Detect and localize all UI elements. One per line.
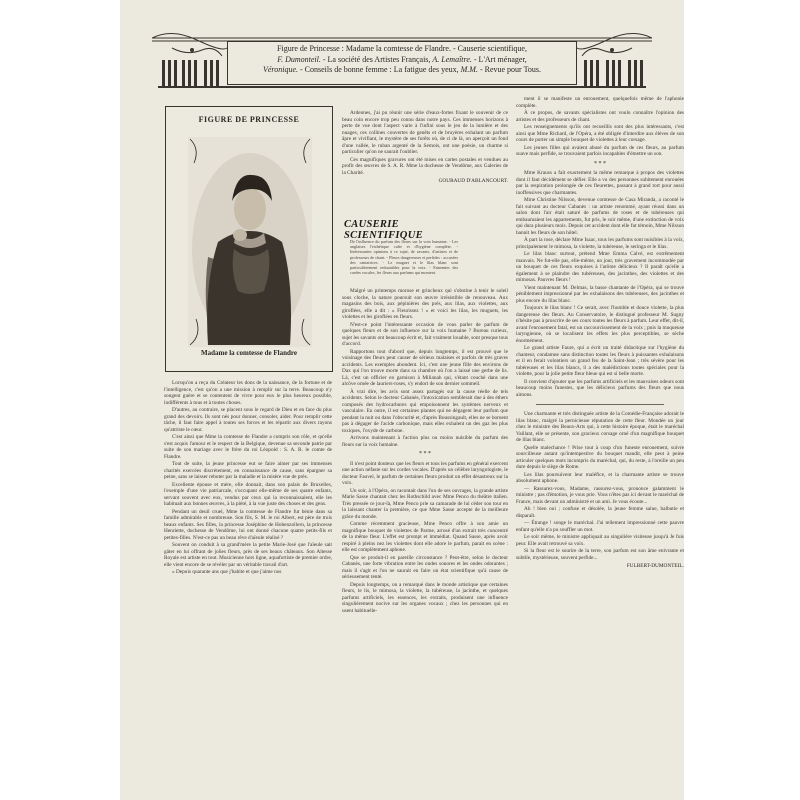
paragraph: Ces magnifiques gravures ont été mises en cartes postales et vendues au profit des œuvres de S. A. R. Mme la duchesse de Vendôme, aux Galeries de la Charité. <box>342 156 508 176</box>
paragraph: Vient maintenant M. Delmas, la basse chantante de l'Opéra, qui se trouve péniblement impressionné par les exhalaisons des tubéreuses, des jacinthes et plus encore du lilas blanc. <box>516 284 684 304</box>
paragraph: Arrivons maintenant à l'action plus ou moins nuisible du parfum des fleurs sur la voix humaine. <box>342 435 508 448</box>
section-title: CAUSERIE SCIENTIFIQUE <box>344 219 423 241</box>
paragraph: Quelle malechance ! Prise tout à coup d'un funeste enrouement, suivre sourcilleuse autant qu'intempestive du bouquet maudit, elle peut à peine articuler quelques mots incompris du maréchal, qui, du reste, à l'oreille un peu dure depuis le siège de Rome. <box>516 444 684 470</box>
paragraph: — Rassurez-vous, Madame, rassurez-vous, prononce galamment le ministre ; pas d'émotion, je vous prie. Vous n'êtes pas ici devant le maréchal de France, mais devant un administré et un ami. Je vous écoute... <box>516 485 684 505</box>
paragraph: Un soir, à l'Opéra, on racontait dans l'un de ses ouvrages, la grande artiste Marie Sasse chantait chez les Rothschild avec Mme Penco du théâtre italien. Très pressée ce jour-là, Mme Penco prie sa camarade de lui céder son tour en la laissant chanter la première, ce que Mme Sasse accepte de la meilleure grâce du monde. <box>342 487 508 520</box>
paragraph: Lorsqu'on a reçu du Créateur les dons de la naissance, de la fortune et de l'intelligence, c'est qu'on a une mission à remplir sur la terre. Beaucoup n'y songent guère et se contentent de vivre pour eux le plus heureux possible, indifférents à tous et à toutes choses. <box>164 380 332 406</box>
paragraph: À ce propos, de savants spécialistes ont voulu connaître l'opinion des artistes et des professeurs de chant. <box>516 110 684 123</box>
paragraph: Pendant un deuil cruel, Mme la comtesse de Flandre fut bénie dans sa famille admirable et nombreuse. Son fils, S. M. le roi Albert, est père de trois beaux enfants. Ses filles, la princesse Joséphine de Hohenzollern, la princesse Henriette, duchesse de Vendôme, lui ont donné chacune quatre petits-fils et petites-filles. N'est-ce pas un beau rêve d'aïeule réalisé ? <box>164 508 332 541</box>
paragraph: Mme Christine Nilsson, devenue comtesse de Casa Miranda, a raconté le fait suivant au docteur Cabanès : un artiste renommé, ayant réussi dans un salon dont l'air était saturé de parfums de roses et de tubéreuses qui embaumaient les appartements, fut pris, le soir même, d'une extinction de voix qui dura plusieurs mois. Depuis cet accident dont elle fut témoin, Mme Nilsson bannit les fleurs de son hôtel. <box>516 197 684 236</box>
section-separator: * * * <box>594 160 606 167</box>
paragraph: Excellente épouse et mère, elle donnait, dans son palais de Bruxelles, l'exemple d'une vie patriarcale, s'occupant elle-même de ses quatre enfants, servant souvent avec eux, vendus par ceux qui la reconnaissaient, elle les habituait aux bonnes œuvres, à la piété, à la vue juste des choses et des gens. <box>164 481 332 507</box>
paragraph: — Étrange ! songe le maréchal. J'ai tellement impressionné cette pauvre enfant qu'elle n'a pu souffler un mot. <box>516 520 684 533</box>
paragraph: N'est-ce point l'intéressante occasion de vous parler de parfum de quelques fleurs et de son influence sur la voix humaine ? Bureau curieux, sujet les savants ont beaucoup écrit et, fait vraiment louable, sont presque tous d'accord. <box>342 321 508 347</box>
column-3 <box>516 96 684 570</box>
header-author3: Véronique. <box>262 65 298 75</box>
column-1 <box>164 380 332 577</box>
paragraph: Ardennes, j'ai pu réunir une série d'eaux-fortes fixant le souvenir de ce beau coin encore trop peu connu dans notre pays. Ces immenses horizons à perte de vue dont l'aspect varie à l'infini sous le jeu de la lumière et des nuages, ces collines couvertes de genêts et de bruyères exhalant un parfum âpre et vivifiant, le mystère de ses forêts où, de ci de là, on aperçoit un fond d'une vallée, le ruban argenté de la Semois, ont une poésie, un charme si particulier qu'on ne saurait l'oublier. <box>342 110 508 155</box>
divider <box>536 404 664 405</box>
paragraph: Toujours le lilas blanc ! Ce serait, avec l'humble et douce violette, la plus dangereuse des fleurs. Au Conservatoire, le distingué professeur M. Sugny n'hésite pas à proscrire de ses cours toutes les fleurs à parfum. Leur effet, dit-il, avant l'enrouement fatal, est un raccourcissement de la voix ; puis la muqueuse laryngienne, où se localisent les effets les plus perceptibles, se sèche énormément. <box>516 305 684 344</box>
paragraph: Que se produit-il en pareille circonstance ? Peut-être, selon le docteur Cabanès, une forte vibration entre les ondes sonores et les ondes odorantes ; mais il s'agit et l'on ne saurait en faire un état scientifique qu'à cause de sérieusement tenté. <box>342 554 508 580</box>
column-2-body <box>342 288 508 615</box>
header-author2: A. Lemaître. <box>432 54 472 64</box>
paragraph: Souvent on conduit à sa grand'mère la petite Marie-José que l'aïeule sait gâter en lui offrant de jolies fleurs, près de ses beaux châteaux. Son Altesse Royale est artiste en tout. Musicienne hors ligne, aquafortiste de premier ordre, elle vient encore de se révéler par un véritable travail d'art. <box>164 542 332 568</box>
header-author4: M.M. <box>460 65 478 75</box>
header-line1: Figure de Princesse : Madame la comtesse de Flandre. - Causerie scientifique, <box>277 44 527 53</box>
paragraph: Depuis longtemps, on a remarqué dans le monde artistique que certaines fleurs, le lis, le mimosa, la violette, la tubéreuse, la jacinthe, et quelques parfums artificiels, les essences, les extraits, produisent une influence singulièrement nocive sur les organes vocaux ; chez les personnes qui en usent habituelle- <box>342 581 508 614</box>
column-2-top <box>342 110 508 185</box>
paragraph: Les lilas poursuivent leur maléfice, et la charmante artiste se trouve absolument aphone. <box>516 471 684 484</box>
paragraph: « Depuis quarante ans que j'habite et que j'aime nos <box>172 569 282 575</box>
paragraph: Le soir même, le ministre appliquait au singulière visiteuse jusqu'à Je fuis peur. Elle avait retrouvé sa voix. <box>516 534 684 547</box>
section-separator: * * * <box>419 451 431 457</box>
paragraph: Il convient d'ajouter que les parfums artificiels et les mauvaises odeurs sont beaucoup moins funestes, que les délicieux parfums des fleurs que nous aimons. <box>516 378 684 398</box>
magazine-page <box>120 0 684 800</box>
paragraph: Ah ! bien oui ; confuse et désolée, la jeune femme salue, balbutie et disparaît. <box>516 506 684 519</box>
paragraph: Tout de suite, la jeune princesse eut se faire aimer par ses immenses charités exercées discrètement, en connaissance de cause, sans épargner sa peine, sans se laisser rebuter par la maladie et la misère vue de près. <box>164 461 332 480</box>
paragraph: Comme récemment gracieuse, Mme Penco offre à son amie un magnifique bouquet de violettes de Parme, arrosé d'un extrait très concentré de la même fleur. L'effet est prompt et immédiat. Quand Sasse, après avoir respiré à pleins nez les violettes dont elle adore le parfum, parait en scène : elle est complètement aphone. <box>342 521 508 553</box>
paragraph: C'est ainsi que Mme la comtesse de Flandre a compris son rôle, et qu'elle s'est acquis l'amour et le respect de la Belgique, devenue sa seconde patrie par suite de son mariage avec le frère du roi Léopold : S. A. R. le comte de Flandre. <box>164 434 332 460</box>
contents-header <box>227 41 577 85</box>
header-line5: - Revue pour Tous. <box>479 65 542 75</box>
paragraph: Les jeunes filles qui avaient abusé du parfum de ces fleurs, au parfum suave mais perfide, se trouvaient parfois incapables d'émettre un son. <box>516 144 684 157</box>
paragraph: ment il se manifeste un enrouement, quelquefois même de l'aphonie complète. <box>516 96 684 109</box>
header-author1: F. Dumonteil. <box>277 54 321 64</box>
paragraph: Il n'est point douteux que les fleurs et tous les parfums en général exercent une action néfaste sur les cordes vocales. D'après un célèbre laryngologiste, le docteur Fauvel, le parfum de certaines fleurs produit un effet désastreux sur la voix. <box>342 460 508 486</box>
signature: GOURAUD D'ABLANCOURT. <box>438 178 508 184</box>
paragraph: Une charmante et très distinguée artiste de la Comédie-Française adorait le lilas blanc, malgré la pernicieuse réputation de cette fleur. Mondée un jour chez le ministre des Beaux-Arts qui, à cette histoire époque, était le maréchal Vaillant, elle se présente, son gracieux corsage orné d'un magnifique bouquet de lilas blanc. <box>516 411 684 443</box>
paragraph: Si la fleur est le sourire de la terre, son parfum est son âme enivrante et subtile, mystérieuse, souvent perfide... <box>516 548 684 561</box>
figure-panel <box>165 106 333 372</box>
paragraph: Le grand artiste Faure, qui a écrit un traité didactique sur l'hygiène du chanteur, condamne sans distinction toutes les fleurs à puissantes exhalaisons et il en ferait volontiers un grand feu de la Saint-Jean ; très sévère pour les tubéreuses et les lilas blancs, il a des malédictions toutes spéciales pour la violette, pour la jolie petite fleur bleue qui est si belle morte. <box>516 345 684 377</box>
header-line3: - L'Art ménager, <box>473 54 527 64</box>
figure-caption: Madame la comtesse de Flandre <box>201 349 297 357</box>
header-line2: - La société des Artistes Français, <box>322 54 433 64</box>
paragraph: À vrai dire, les avis sont assez partagés sur la cause réelle de tels accidents. Selon le docteur Cabanès, l'intoxication semblerait due à des éthers composés des hydrocarbures qui empoisonnent les systèmes nerveux et vasculaire. En outre, il est certaines plantes qui ne dégagent leur parfum que pendant la nuit ou dans l'obscurité et, d'après Boussingault, elles ne se bornent pas à dégager de l'acide carbonique, mais elles exhalent un des gaz les plus toxiques, l'oxyde de carbone. <box>342 388 508 434</box>
paragraph: D'autres, au contraire, se placent sous le regard de Dieu et en face du plus grand des devoirs. Ils sont nés pour donner, consoler, aider. Pour remplir cette tâche, il faut faire appel à toutes ses forces et les répartir aux divers rayons qu'attriste le cœur. <box>164 407 332 433</box>
paragraph: Rapportons tout d'abord que, depuis longtemps, il est prouvé que le voisinage des fleurs peut causer de sérieux malaises et parfois de très graves accidents. Les exemples abondent. Ici, c'est une jeune fille des environs de Dax qui l'on trouve morte dans sa chambre où l'on a laissé une gerbe de lis. Là, c'est un officier en garnison à Milianah qui, s'étant couché dans une alcôve ornée de lauriers-roses, s'y endort de son dernier sommeil. <box>342 348 508 387</box>
signature: FULBERT-DUMONTEIL. <box>626 563 684 569</box>
section-summary: De l'influence du parfum des fleurs sur la voix humaine. - Les anglaises l'esthétique culte et d'hygiène complète. - Intéressantes opinions à ce sujet, de savants, d'artistes et de professeurs de chant. - Fleurs dangereuses et perfides : accusées des cantatrices. - Le muguet et le lilas blanc sont particulièrement redoutables pour la voix. - Ennemies des cordes vocales, les fleurs aux parfums qui montent. <box>350 239 458 276</box>
header-line4: - Conseils de bonne femme : La fatigue des yeux, <box>300 65 461 75</box>
paragraph: Le lilas blanc surtout, prétend Mme Emma Calvé, est extrêmement mauvais. Ne fut-elle pas, elle-même, un jour, très gravement incommodée par un bouquet de ces fleurs exquises à l'arôme délicieux ? Il paraît qu'elle a également à se plaindre des tubéreuses, des jacinthes, des violettes et des mimosas. Pauvres fleurs ! <box>516 251 684 283</box>
figure-title: FIGURE DE PRINCESSE <box>198 115 300 124</box>
paragraph: À part la rose, déclare Mme Isaac, tous les parfums sont nuisibles à la voix, principalement le mimosa, la violette, la tubéreuse, le seringa et le lilas. <box>516 237 684 250</box>
portrait-image <box>188 137 312 347</box>
paragraph: Mme Krauss a fait exactement la même remarque à propos des violettes dont il faut décidément se défier. Elle a vu des personnes subitement enrouées par la respiration prolongée de ces fleurettes, passant à grand tort pour aussi inoffensives que charmantes. <box>516 170 684 196</box>
paragraph: Malgré un printemps morose et grincheux qui s'obstine à tenir le soleil sous cloche, la nature poursuit son œuvre irrésistible de renouveau. Aux magasins des bois, aux pépinières des prés, aux lilas, aux violettes, aux giroflées, elle a dit : « Fleurissez ! » et voici les lilas, les muguets, les violettes et les giroflées en fleurs. <box>342 288 508 320</box>
paragraph: Les renseignements qu'ils ont recueillis sont des plus intéressants, c'est ainsi que Mme Richard, de l'Opéra, a été obligée d'interdire aux élèves de son cours de porter un simple bouquet de violettes à leur corsage. <box>516 124 684 143</box>
